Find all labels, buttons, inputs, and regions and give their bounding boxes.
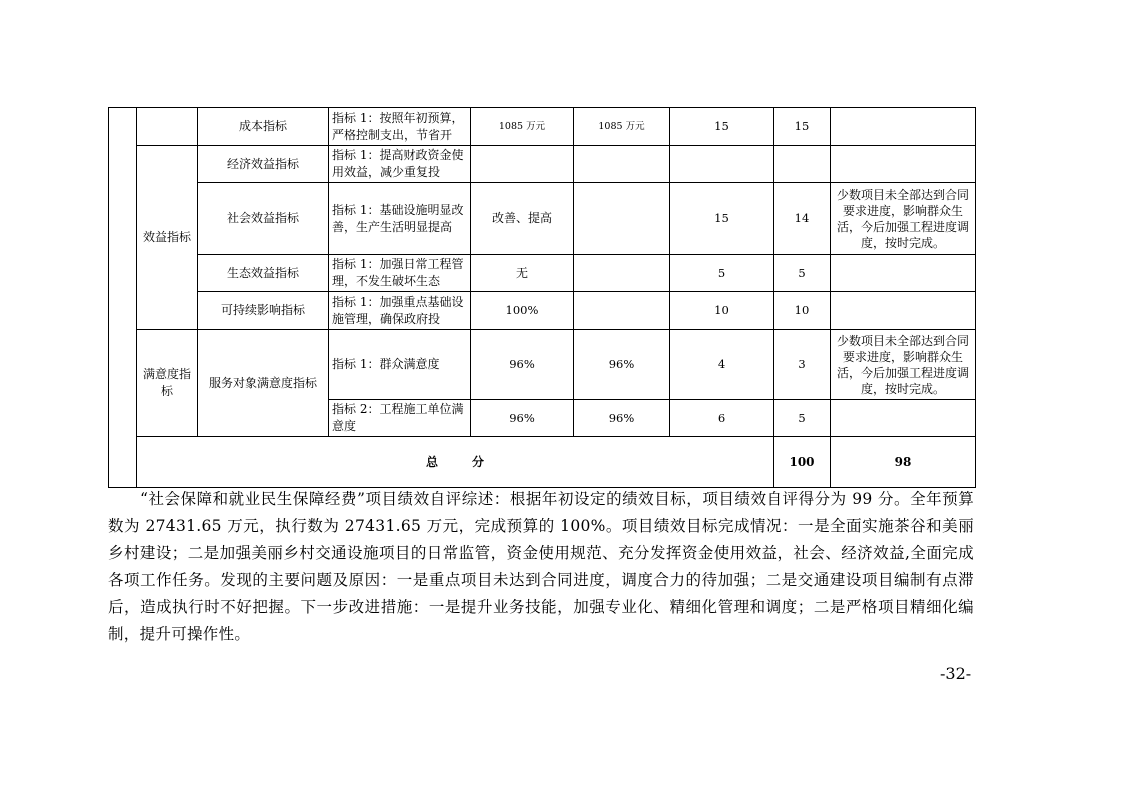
blank-cell xyxy=(109,108,137,488)
indicator-cell: 指标 1：群众满意度 xyxy=(329,330,471,400)
summary-text: “社会保障和就业民生保障经费”项目绩效自评综述：根据年初设定的绩效目标，项目绩效自评得分为 99 分。全年预算数为 27431.65 万元，执行数为 27431.65 万元，完成预算的 100%。项目绩效目标完成情况：一是全面实施茶谷和美丽乡村建设；二是加强美丽乡村交通设施项目的日常监管，资金使用规范、充分发挥资金使用效益，社会、经济效益,全面完成各项工作任务。发现的主要问题及原因：一是重点项目未达到合同进度，调度合力的待加强；二是交通建设项目编制有点滞后，造成执行时不好把握。下一步改进措施：一是提升业务技能，加强专业化、精细化管理和调度；二是严格项目精细化编制，提升可操作性。 xyxy=(108,490,974,643)
indicator-cell: 指标 1：按照年初预算，严格控制支出，节省开 xyxy=(329,108,471,146)
actual-cell: 96% xyxy=(574,330,670,400)
actual-cell xyxy=(574,292,670,330)
score-cell: 3 xyxy=(774,330,831,400)
total-score: 98 xyxy=(831,437,976,488)
score-cell: 15 xyxy=(774,108,831,146)
actual-cell: 96% xyxy=(574,400,670,437)
actual-cell xyxy=(574,183,670,255)
indicator-cell: 指标 1：提高财政资金使用效益，减少重复投 xyxy=(329,146,471,183)
target-cell: 96% xyxy=(471,400,574,437)
note-cell xyxy=(831,255,976,292)
note-cell: 少数项目未全部达到合同要求进度，影响群众生活，今后加强工程进度调度，按时完成。 xyxy=(831,183,976,255)
note-cell: 少数项目未全部达到合同要求进度，影响群众生活，今后加强工程进度调度，按时完成。 xyxy=(831,330,976,400)
indicator-cell: 指标 1：加强重点基础设施管理，确保政府投 xyxy=(329,292,471,330)
actual-cell xyxy=(574,146,670,183)
table-row xyxy=(109,108,976,146)
cat1-cell: 效益指标 xyxy=(137,146,198,330)
summary-paragraph xyxy=(108,486,974,648)
cat1-cell: 满意度指标 xyxy=(137,330,198,437)
total-row xyxy=(109,437,976,488)
indicator-cell: 指标 2：工程施工单位满意度 xyxy=(329,400,471,437)
weight-cell: 6 xyxy=(670,400,774,437)
table-row xyxy=(109,292,976,330)
page-number: -32- xyxy=(940,664,972,683)
actual-cell xyxy=(574,255,670,292)
note-cell xyxy=(831,292,976,330)
indicator-cell: 指标 1：基础设施明显改善，生产生活明显提高 xyxy=(329,183,471,255)
target-cell xyxy=(471,146,574,183)
actual-cell: 1085 万元 xyxy=(574,108,670,146)
performance-table xyxy=(108,107,976,488)
table-row xyxy=(109,330,976,400)
target-cell: 1085 万元 xyxy=(471,108,574,146)
total-label-b: 分 xyxy=(472,454,485,469)
score-cell: 14 xyxy=(774,183,831,255)
target-cell: 96% xyxy=(471,330,574,400)
weight-cell xyxy=(670,146,774,183)
score-cell xyxy=(774,146,831,183)
score-cell: 5 xyxy=(774,400,831,437)
note-cell xyxy=(831,146,976,183)
cat2-cell: 社会效益指标 xyxy=(198,183,329,255)
indicator-cell: 指标 1：加强日常工程管理，不发生破坏生态 xyxy=(329,255,471,292)
score-cell: 10 xyxy=(774,292,831,330)
cat2-cell: 服务对象满意度指标 xyxy=(198,330,329,437)
total-weight: 100 xyxy=(774,437,831,488)
target-cell: 无 xyxy=(471,255,574,292)
cat2-cell: 可持续影响指标 xyxy=(198,292,329,330)
weight-cell: 15 xyxy=(670,183,774,255)
table-row xyxy=(109,183,976,255)
total-label-a: 总 xyxy=(425,454,438,469)
cat2-cell: 生态效益指标 xyxy=(198,255,329,292)
table-row xyxy=(109,146,976,183)
note-cell xyxy=(831,108,976,146)
total-label xyxy=(137,437,774,488)
weight-cell: 5 xyxy=(670,255,774,292)
weight-cell: 10 xyxy=(670,292,774,330)
target-cell: 100% xyxy=(471,292,574,330)
table-row xyxy=(109,255,976,292)
note-cell xyxy=(831,400,976,437)
weight-cell: 4 xyxy=(670,330,774,400)
weight-cell: 15 xyxy=(670,108,774,146)
cat2-cell: 经济效益指标 xyxy=(198,146,329,183)
target-cell: 改善、提高 xyxy=(471,183,574,255)
score-cell: 5 xyxy=(774,255,831,292)
cat1-cell xyxy=(137,108,198,146)
cat2-cell: 成本指标 xyxy=(198,108,329,146)
